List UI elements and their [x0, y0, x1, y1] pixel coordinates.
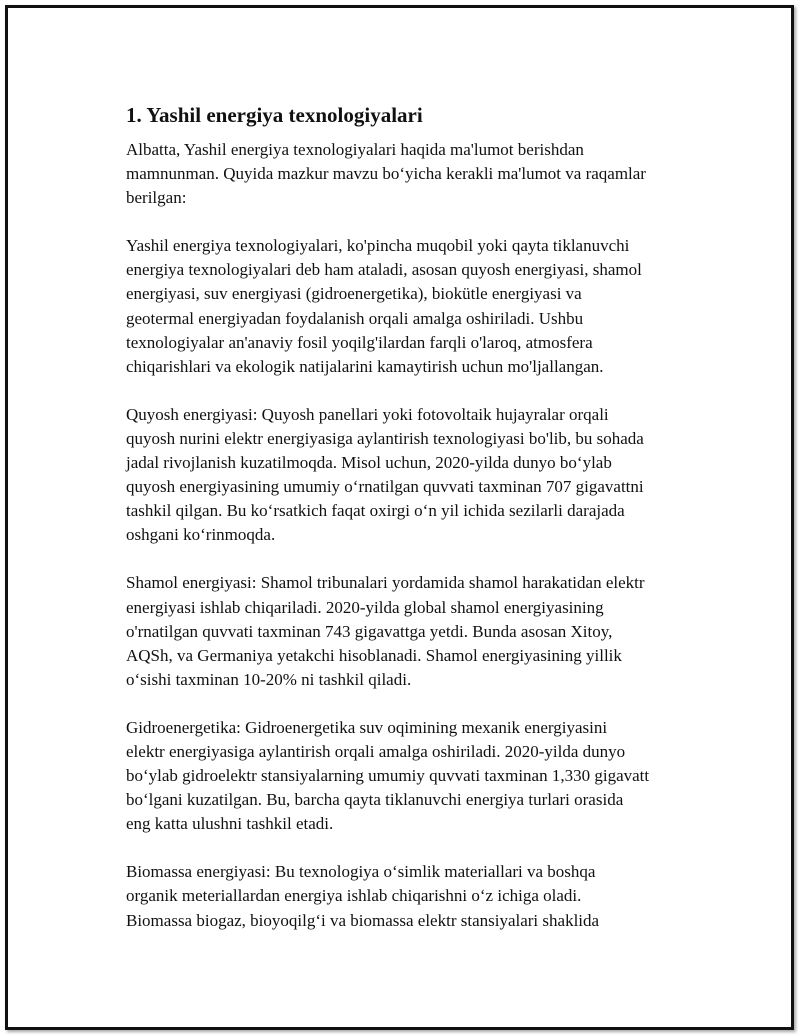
- text-line: energiya texnologiyalari deb ham ataladi, asosan quyosh energiyasi, shamol: [126, 260, 642, 280]
- text-line: energiyasi ishlab chiqariladi. 2020-yilda global shamol energiyasining: [126, 597, 604, 617]
- text-line: o‘sishi taxminan 10-20% ni tashkil qiladi.: [126, 669, 412, 689]
- paragraph-intro: [126, 138, 706, 210]
- text-line: chiqarishlari va ekologik natijalarini kamaytirish uchun mo'ljallangan.: [126, 356, 604, 376]
- text-line: tashkil qilgan. Bu ko‘rsatkich faqat oxirgi o‘n yil ichida sezilarli darajada: [126, 501, 625, 521]
- paragraph-wind: [126, 571, 706, 691]
- text-line: mamnunman. Quyida mazkur mavzu bo‘yicha kerakli ma'lumot va raqamlar: [126, 164, 646, 184]
- text-line: Gidroenergetika: Gidroenergetika suv oqimining mexanik energiyasini: [126, 717, 608, 737]
- text-line: quyosh energiyasining umumiy o‘rnatilgan quvvati taxminan 707 gigavattni: [126, 477, 644, 497]
- text-line: Biomassa biogaz, bioyoqilg‘i va biomassa elektr stansiyalari shaklida: [126, 910, 600, 930]
- text-line: Shamol energiyasi: Shamol tribunalari yordamida shamol harakatidan elektr: [126, 573, 645, 593]
- paragraph-overview: [126, 234, 706, 379]
- text-line: Quyosh energiyasi: Quyosh panellari yoki fotovoltaik hujayralar orqali: [126, 404, 609, 424]
- paragraph-biomass: [126, 860, 706, 932]
- text-line: Biomassa energiyasi: Bu texnologiya o‘simlik materiallari va boshqa: [126, 862, 596, 882]
- text-line: o'rnatilgan quvvati taxminan 743 gigavattga yetdi. Bunda asosan Xitoy,: [126, 621, 613, 641]
- text-line: berilgan:: [126, 188, 187, 208]
- page-frame: [5, 5, 794, 1030]
- text-line: oshgani ko‘rinmoqda.: [126, 525, 276, 545]
- text-line: texnologiyalar an'anaviy fosil yoqilg'ilardan farqli o'laroq, atmosfera: [126, 332, 593, 352]
- paragraph-solar: [126, 403, 706, 548]
- text-line: bo‘lgani kuzatilgan. Bu, barcha qayta tiklanuvchi energiya turlari orasida: [126, 790, 624, 810]
- document-body: [126, 101, 706, 957]
- paragraph-hydro: [126, 716, 706, 836]
- text-line: quyosh nurini elektr energiyasiga aylantirish texnologiyasi bo'lib, bu sohada: [126, 428, 644, 448]
- text-line: geotermal energiyadan foydalanish orqali amalga oshiriladi. Ushbu: [126, 308, 584, 328]
- text-line: Yashil energiya texnologiyalari, ko'pincha muqobil yoki qayta tiklanuvchi: [126, 236, 630, 256]
- text-line: organik meteriallardan energiya ishlab chiqarishni o‘z ichiga oladi.: [126, 886, 582, 906]
- text-line: elektr energiyasiga aylantirish orqali amalga oshiriladi. 2020-yilda dunyo: [126, 741, 626, 761]
- text-line: jadal rivojlanish kuzatilmoqda. Misol uchun, 2020-yilda dunyo bo‘ylab: [126, 453, 612, 473]
- text-line: energiyasi, suv energiyasi (gidroenergetika), biokütle energiyasi va: [126, 284, 582, 304]
- text-line: Albatta, Yashil energiya texnologiyalari haqida ma'lumot berishdan: [126, 140, 584, 159]
- section-heading: 1. Yashil energiya texnologiyalari: [126, 103, 423, 127]
- text-line: bo‘ylab gidroelektr stansiyalarning umumiy quvvati taxminan 1,330 gigavatt: [126, 766, 650, 786]
- text-line: AQSh, va Germaniya yetakchi hisoblanadi. Shamol energiyasining yillik: [126, 645, 622, 665]
- text-line: eng katta ulushni tashkil etadi.: [126, 814, 334, 834]
